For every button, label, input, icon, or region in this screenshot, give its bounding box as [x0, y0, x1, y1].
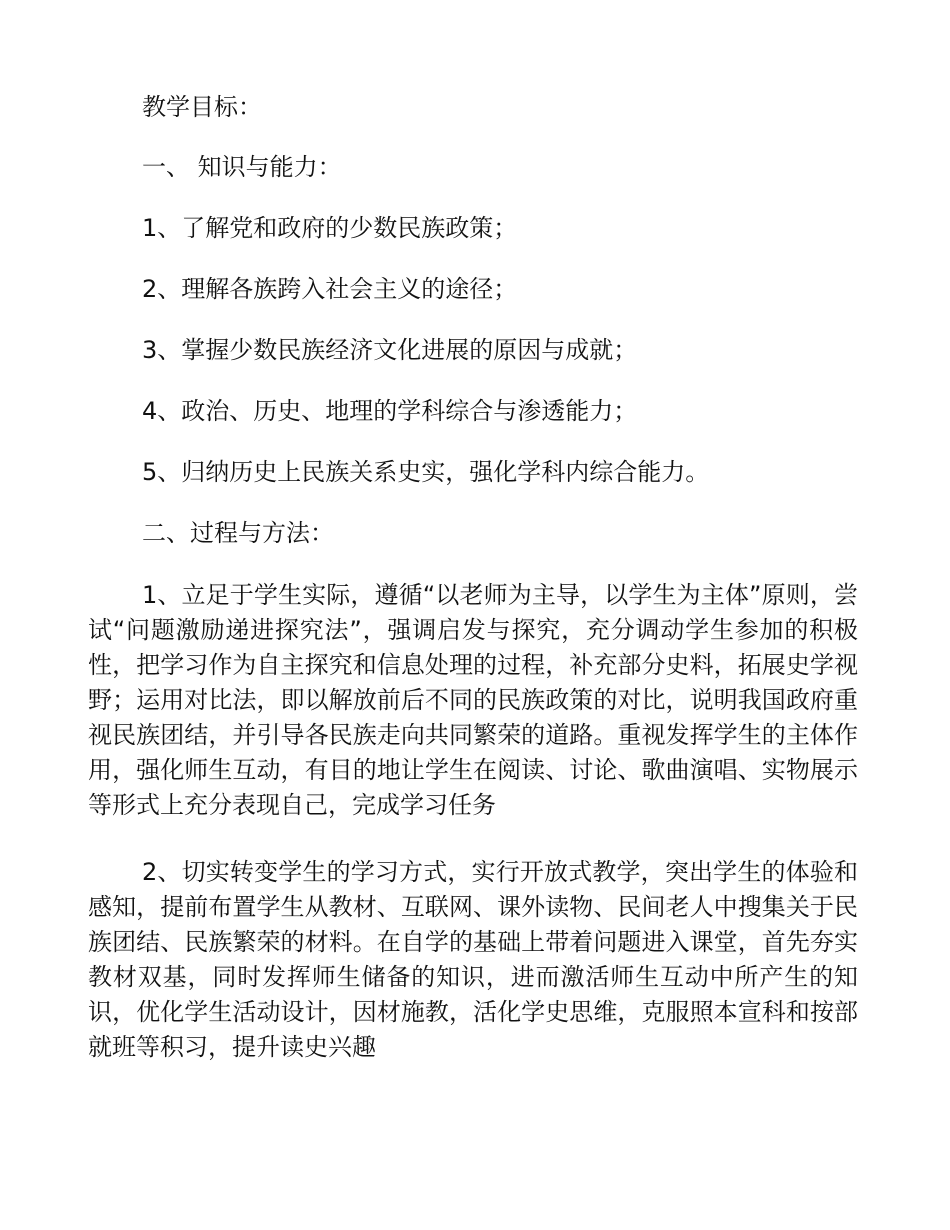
objective-item-1: 1、了解党和政府的少数民族政策； [142, 214, 518, 242]
objective-item-2: 2、理解各族跨入社会主义的途径； [142, 275, 518, 303]
section-2-title: 二、过程与方法： [142, 519, 334, 547]
method-paragraph-2: 2、切实转变学生的学习方式，实行开放式教学，突出学生的体验和感知，提前布置学生从教材、互联网、课外读物、民间老人中搜集关于民族团结、民族繁荣的材料。在自学的基础上带着问题进入课堂，首先夯实教材双基，同时发挥师生储备的知识，进而激活师生互动中所产生的知识，优化学生活动设计，因材施教，活化学史思维，克服照本宣科和按部就班等积习，提升读史兴趣 [88, 858, 858, 1061]
objective-item-5: 5、归纳历史上民族关系史实，强化学科内综合能力。 [142, 458, 710, 486]
method-paragraph-1: 1、立足于学生实际，遵循“以老师为主导，以学生为主体”原则，尝试“问题激励递进探究法”，强调启发与探究，充分调动学生参加的积极性，把学习作为自主探究和信息处理的过程，补充部分史料，拓展史学视野；运用对比法，即以解放前后不同的民族政策的对比，说明我国政府重视民族团结，并引导各民族走向共同繁荣的道路。重视发挥学生的主体作用，强化师生互动，有目的地让学生在阅读、讨论、歌曲演唱、实物展示等形式上充分表现自己，完成学习任务 [88, 581, 858, 819]
page-heading: 教学目标： [142, 93, 262, 121]
objective-item-3: 3、掌握少数民族经济文化进展的原因与成就； [142, 336, 638, 364]
objective-item-4: 4、政治、历史、地理的学科综合与渗透能力； [142, 397, 638, 425]
section-1-title: 一、 知识与能力： [142, 153, 342, 181]
